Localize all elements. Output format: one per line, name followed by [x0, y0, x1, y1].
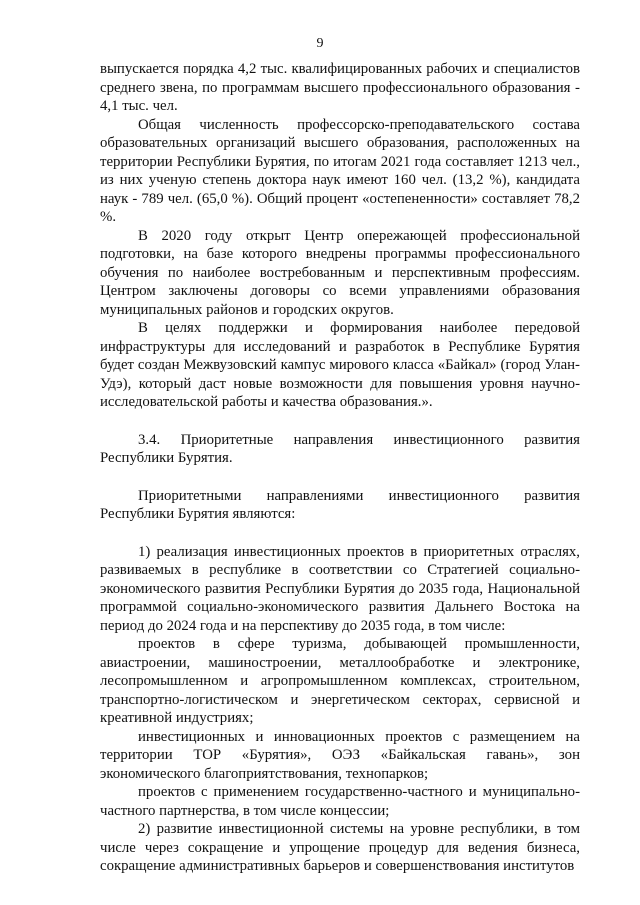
document-body	[100, 60, 580, 876]
spacer	[100, 468, 580, 487]
spacer	[100, 412, 580, 431]
list-item-1: 1) реализация инвестиционных проектов в приоритетных отраслях, развиваемых в республике в соответствии со Стратегией социально-экономического развития Республики Бурятия до 2035 года, Национальной программой социально-экономического развития Дальнего Востока на период до 2024 года и на перспективу до 2035 года, в том числе:	[100, 543, 580, 634]
list-subitem-tor: инвестиционных и инновационных проектов с размещением на территории ТОР «Бурятия», ОЭЗ «Байкальская гавань», зон экономического благоприятствования, технопарков;	[100, 728, 580, 782]
paragraph-teaching-staff: Общая численность профессорско-преподавательского состава образовательных организаций высшего образования, расположенных на территории Республики Бурятия, по итогам 2021 года составляет 1213 чел., из них ученую степень доктора наук имеют 160 чел. (13,2 %), кандидата наук - 789 чел. (65,0 %). Общий процент «остепененности» составляет 78,2 %.	[100, 116, 580, 225]
paragraph-priorities-intro: Приоритетными направлениями инвестиционного развития Республики Бурятия являются:	[100, 487, 580, 522]
paragraph-campus: В целях поддержки и формирования наиболее передовой инфраструктуры для исследований и разработок в Республике Бурятия будет создан Межвузовский кампус мирового класса «Байкал» (город Улан-Удэ), который даст новые возможности для повышения уровня научно-исследовательской работы и качества образования.».	[100, 320, 580, 410]
paragraph-graduates: выпускается порядка 4,2 тыс. квалифицированных рабочих и специалистов среднего звена, по программам высшего профессионального образования - 4,1 тыс. чел.	[100, 61, 580, 114]
list-item-2: 2) развитие инвестиционной системы на уровне республики, в том числе через сокращение и упрощение процедур для ведения бизнеса, сокращение административных барьеров и совершенствования институтов	[100, 821, 580, 874]
section-heading: 3.4. Приоритетные направления инвестиционного развития Республики Бурятия.	[100, 431, 580, 466]
paragraph-training-center: В 2020 году открыт Центр опережающей профессиональной подготовки, на базе которого внедрены программы профессионального обучения по наиболее востребованным и перспективным профессиям. Центром заключены договоры со всеми управлениями образования муниципальных районов и городских округов.	[100, 227, 580, 318]
list-subitem-ppp: проектов с применением государственно-частного и муниципально-частного партнерства, в том числе концессии;	[100, 784, 580, 819]
page-number: 9	[316, 36, 324, 51]
spacer	[100, 524, 580, 543]
list-subitem-industries: проектов в сфере туризма, добывающей промышленности, авиастроении, машиностроении, металлообработке и электронике, лесопромышленном и агропромышленном комплексах, строительном, транспортно-логистическом и энергетическом секторах, сервисной и креативной индустриях;	[100, 636, 580, 726]
